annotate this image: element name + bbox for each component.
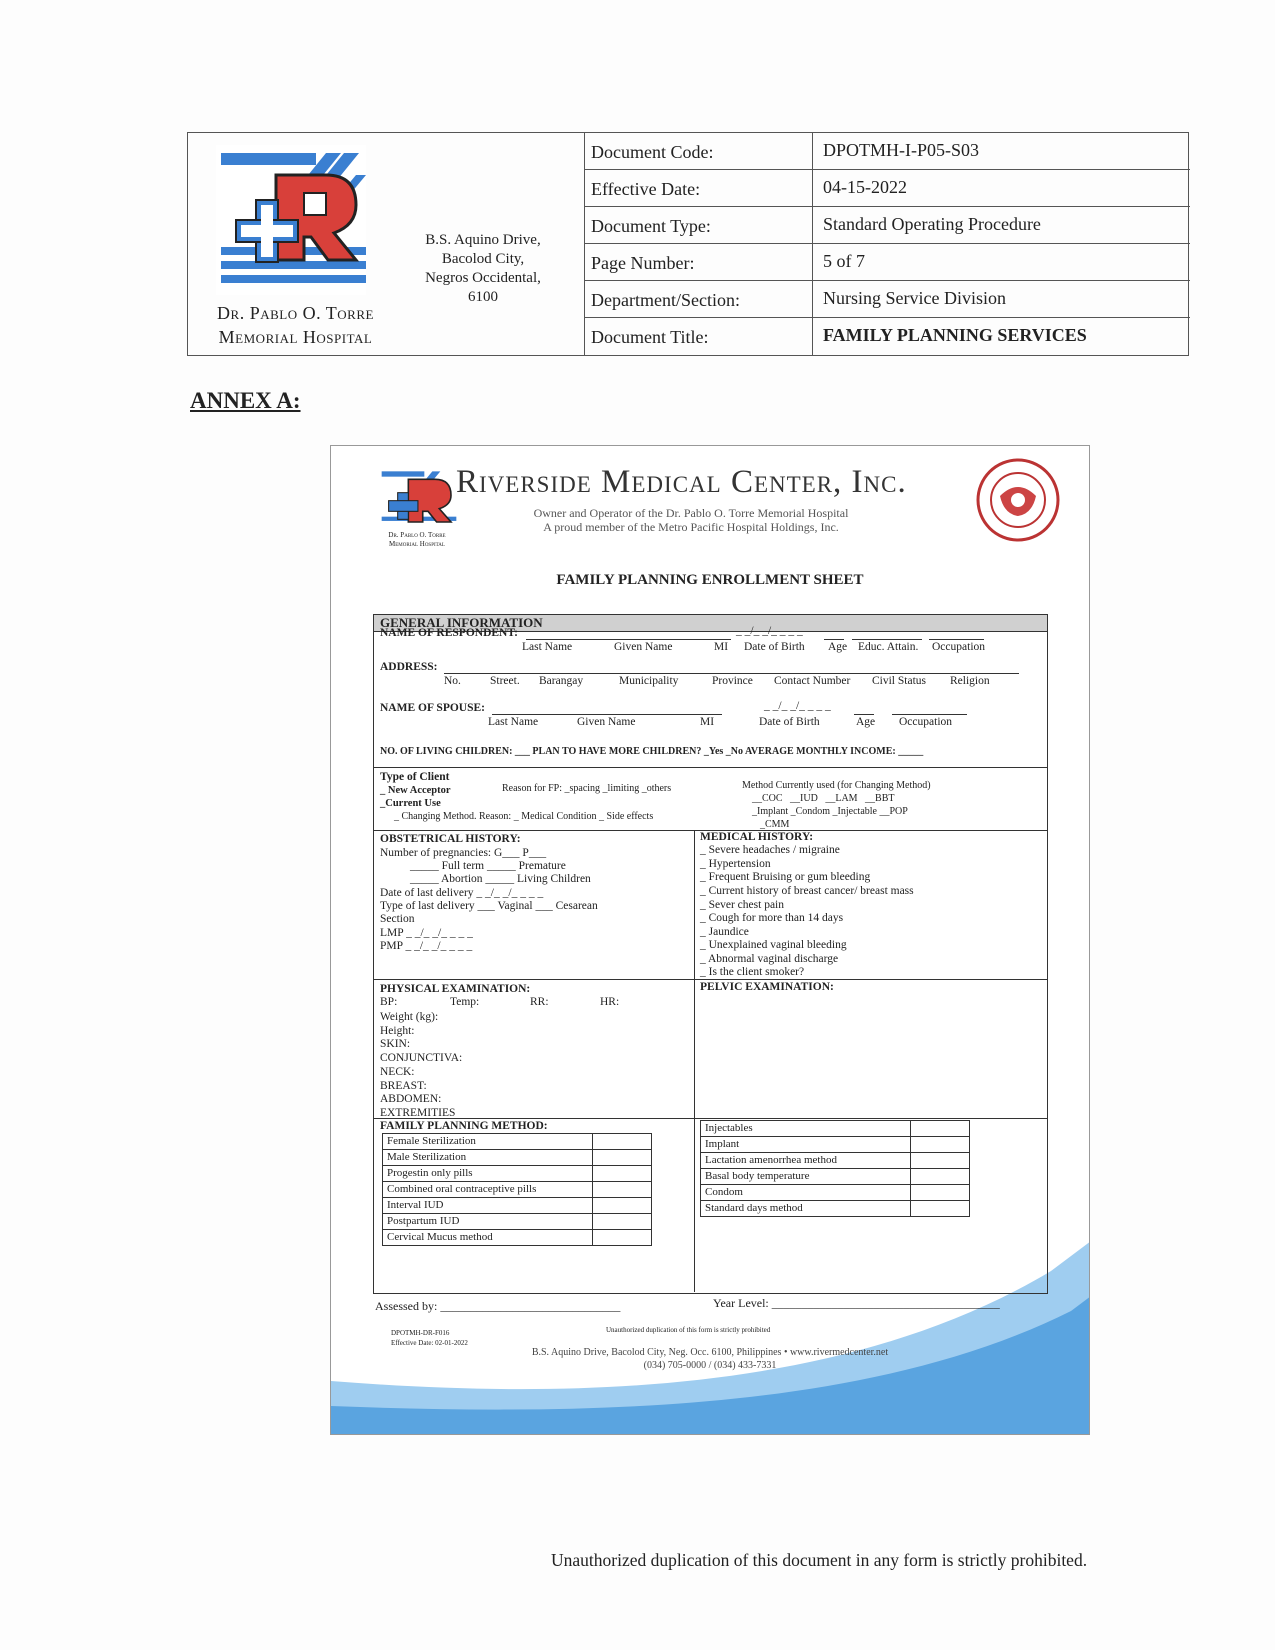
- obstetrical-line: _____ Abortion _____ Living Children: [410, 873, 591, 885]
- fp-method-label: Female Sterilization: [383, 1134, 593, 1150]
- medical-item: _ Abnormal vaginal discharge: [700, 953, 839, 965]
- method-current-row2: _Implant _Condom _Injectable __POP: [752, 806, 908, 817]
- address-religion-label: Religion: [950, 675, 990, 687]
- fp-method-label: Lactation amenorrhea method: [701, 1153, 911, 1169]
- fp-method-row: [383, 1150, 652, 1166]
- meta-label: Page Number:: [585, 244, 813, 280]
- physical-line: EXTREMITIES: [380, 1107, 456, 1119]
- client-current-user: _Current Use: [380, 798, 441, 809]
- fp-method-row: [383, 1214, 652, 1230]
- address-civil-status-label: Civil Status: [872, 675, 926, 687]
- medical-item: _ Cough for more than 14 days: [700, 912, 844, 924]
- meta-label: Department/Section:: [585, 281, 813, 317]
- meta-value: 04-15-2022: [823, 177, 907, 197]
- fp-method-checkbox[interactable]: [593, 1150, 652, 1166]
- meta-row-code: [585, 133, 1190, 170]
- fp-method-row: [383, 1182, 652, 1198]
- obstetrical-line: Type of last delivery ___ Vaginal ___ Cesarean: [380, 900, 598, 912]
- sheet-title: FAMILY PLANNING ENROLLMENT SHEET: [556, 572, 864, 588]
- method-current-row1: __COC __IUD __LAM __BBT: [752, 793, 895, 804]
- respondent-dob-label: Date of Birth: [744, 641, 805, 653]
- form-code: [391, 1328, 468, 1348]
- medical-item: _ Severe headaches / migraine: [700, 844, 840, 856]
- vital-hr-label: HR:: [600, 996, 620, 1008]
- address-no-label: No.: [444, 675, 461, 687]
- fp-method-row: [383, 1230, 652, 1246]
- spouse-dob-label: Date of Birth: [759, 716, 820, 728]
- reason-for-fp: Reason for FP: _spacing _limiting _others: [502, 783, 672, 794]
- address-municipality-label: Municipality: [619, 675, 679, 687]
- fp-method-label: Progestin only pills: [383, 1166, 593, 1182]
- form-unauthorized-note: Unauthorized duplication of this form is strictly prohibited: [606, 1326, 771, 1334]
- company-subtitle: [466, 506, 916, 534]
- address-contact-label: Contact Number: [774, 675, 851, 687]
- annex-title: ANNEX A:: [190, 388, 301, 413]
- fp-method-table-left: [382, 1133, 652, 1246]
- company-subtitle-line2: A proud member of the Metro Pacific Hospital Holdings, Inc.: [543, 520, 839, 534]
- form-footer-phone: (034) 705-0000 / (034) 433-7331: [643, 1360, 777, 1371]
- meta-row-type: [585, 207, 1190, 244]
- address-label: ADDRESS:: [380, 661, 438, 673]
- physical-line: Weight (kg):: [380, 1011, 439, 1023]
- spouse-label: NAME OF SPOUSE:: [380, 702, 485, 714]
- form-code-line2: Effective Date: 02-01-2022: [391, 1339, 468, 1347]
- address-street-label: Street.: [490, 675, 520, 687]
- fp-method-row: [383, 1198, 652, 1214]
- hospital-name-line1: Dr. Pablo O. Torre: [217, 303, 374, 323]
- address-barangay-label: Barangay: [539, 675, 584, 687]
- fp-method-label: Postpartum IUD: [383, 1214, 593, 1230]
- fp-method-checkbox[interactable]: [593, 1230, 652, 1246]
- obstetrical-line: Date of last delivery _ _/_ _/_ _ _ _: [380, 887, 544, 899]
- medical-item: _ Jaundice: [700, 926, 749, 938]
- medical-item: _ Unexplained vaginal bleeding: [700, 939, 847, 951]
- spouse-age-label: Age: [856, 716, 876, 728]
- meta-value: Standard Operating Procedure: [823, 214, 1041, 234]
- fp-method-checkbox[interactable]: [593, 1198, 652, 1214]
- medical-heading: MEDICAL HISTORY:: [700, 831, 814, 843]
- respondent-label: NAME OF RESPONDENT:: [380, 627, 518, 639]
- meta-label: Effective Date:: [585, 170, 813, 206]
- obstetrical-line: PMP _ _/_ _/_ _ _ _: [380, 940, 473, 952]
- respondent-age-label: Age: [828, 641, 848, 653]
- fp-method-label: Cervical Mucus method: [383, 1230, 593, 1246]
- enrollment-form-grid: [373, 614, 1048, 1294]
- general-info-heading: GENERAL INFORMATION: [374, 615, 1047, 632]
- meta-value: FAMILY PLANNING SERVICES: [823, 325, 1087, 345]
- client-type-label: Type of Client: [380, 771, 450, 783]
- method-current-heading: Method Currently used (for Changing Method): [742, 780, 931, 791]
- fp-method-label: Male Sterilization: [383, 1150, 593, 1166]
- form-logo-icon: [379, 468, 459, 528]
- respondent-educ-label: Educ. Attain.: [858, 641, 919, 653]
- fp-method-checkbox[interactable]: [593, 1134, 652, 1150]
- meta-row-department: [585, 281, 1190, 318]
- physical-line: NECK:: [380, 1066, 415, 1078]
- respondent-given-name-label: Given Name: [614, 641, 673, 653]
- physical-line: CONJUNCTIVA:: [380, 1052, 463, 1064]
- fp-method-table-right: [700, 1120, 970, 1217]
- spouse-given-name-label: Given Name: [577, 716, 636, 728]
- fp-method-label: Combined oral contraceptive pills: [383, 1182, 593, 1198]
- meta-label: Document Title:: [585, 318, 813, 355]
- fp-method-row: [701, 1121, 970, 1137]
- meta-label: Document Type:: [585, 207, 813, 243]
- meta-value: 5 of 7: [823, 251, 865, 271]
- fp-method-row: [701, 1137, 970, 1153]
- address-line: 6100: [468, 289, 498, 305]
- fp-method-checkbox[interactable]: [911, 1153, 970, 1169]
- form-footer-address: [331, 1346, 1089, 1372]
- fp-method-label: Standard days method: [701, 1201, 911, 1217]
- respondent-mi-label: MI: [714, 641, 729, 653]
- hospital-logo-icon: [216, 145, 366, 295]
- fp-method-row: [701, 1201, 970, 1217]
- meta-row-page: [585, 244, 1190, 281]
- fp-method-row: [383, 1134, 652, 1150]
- fp-method-row: [383, 1166, 652, 1182]
- fp-method-row: [701, 1169, 970, 1185]
- fp-method-checkbox[interactable]: [911, 1185, 970, 1201]
- fp-method-checkbox[interactable]: [911, 1121, 970, 1137]
- document-header: [187, 132, 1189, 356]
- spouse-occupation-label: Occupation: [899, 716, 953, 728]
- assessed-by-field[interactable]: Assessed by: ______________________________: [375, 1299, 621, 1313]
- obstetrical-heading: OBSTETRICAL HISTORY:: [380, 833, 521, 845]
- company-name: Riverside Medical Center, Inc.: [456, 464, 907, 500]
- fp-method-checkbox[interactable]: [911, 1201, 970, 1217]
- form-logo-caption-line2: Memorial Hospital: [389, 540, 445, 548]
- form-footer-address-line: B.S. Aquino Drive, Bacolod City, Neg. Occ. 6100, Philippines • www.rivermedcenter.net: [531, 1347, 889, 1358]
- document-meta-table: [584, 133, 1190, 355]
- department-seal-icon: [976, 458, 1060, 542]
- meta-row-title: [585, 318, 1190, 355]
- medical-item: _ Sever chest pain: [700, 899, 784, 911]
- client-changing-method: _ Changing Method. Reason: _ Medical Condition _ Side effects: [394, 811, 654, 822]
- obstetrical-line: _____ Full term _____ Premature: [410, 860, 566, 872]
- obstetrical-line: LMP _ _/_ _/_ _ _ _: [380, 927, 473, 939]
- fp-method-label: Interval IUD: [383, 1198, 593, 1214]
- fp-method-row: [701, 1153, 970, 1169]
- respondent-last-name-label: Last Name: [522, 641, 573, 653]
- fp-method-label: Implant: [701, 1137, 911, 1153]
- meta-value: Nursing Service Division: [823, 288, 1006, 308]
- year-level-field[interactable]: Year Level: ______________________________________: [713, 1296, 1000, 1310]
- address-line: Bacolod City,: [441, 251, 525, 267]
- vital-rr-label: RR:: [530, 996, 549, 1008]
- medical-item: _ Is the client smoker?: [700, 966, 805, 978]
- fp-method-row: [701, 1185, 970, 1201]
- vital-temp-label: Temp:: [450, 996, 480, 1008]
- page-disclaimer: Unauthorized duplication of this document in any form is strictly prohibited.: [551, 1550, 1088, 1570]
- medical-item: _ Frequent Bruising or gum bleeding: [700, 871, 871, 883]
- spouse-last-name-label: Last Name: [488, 716, 539, 728]
- fp-method-checkbox[interactable]: [911, 1169, 970, 1185]
- form-logo-caption: [367, 531, 467, 549]
- pelvic-heading: PELVIC EXAMINATION:: [700, 981, 834, 993]
- vital-bp-label: BP:: [380, 996, 398, 1008]
- hospital-name-line2: Memorial Hospital: [218, 327, 373, 347]
- spouse-dob-blank: _ _/_ _/_ _ _ _: [764, 700, 831, 712]
- fp-method-label: Basal body temperature: [701, 1169, 911, 1185]
- meta-value: DPOTMH-I-P05-S03: [823, 140, 980, 160]
- physical-line: SKIN:: [380, 1038, 411, 1050]
- fp-method-checkbox[interactable]: [593, 1182, 652, 1198]
- company-subtitle-line1: Owner and Operator of the Dr. Pablo O. Torre Memorial Hospital: [533, 506, 849, 520]
- hospital-logo-cell: [188, 133, 588, 355]
- obstetrical-line: Number of pregnancies: G___ P___: [380, 847, 547, 859]
- obstetrical-line: Section: [380, 913, 415, 925]
- address-line: B.S. Aquino Drive,: [425, 232, 541, 248]
- meta-label: Document Code:: [585, 133, 813, 169]
- fp-method-checkbox[interactable]: [911, 1137, 970, 1153]
- address-province-label: Province: [712, 675, 753, 687]
- physical-line: Height:: [380, 1025, 415, 1037]
- hospital-name: [198, 301, 393, 349]
- physical-heading: PHYSICAL EXAMINATION:: [380, 983, 531, 995]
- respondent-occupation-label: Occupation: [932, 641, 986, 653]
- medical-item: _ Hypertension: [700, 858, 771, 870]
- meta-row-date: [585, 170, 1190, 207]
- medical-item: _ Current history of breast cancer/ breast mass: [700, 885, 914, 897]
- respondent-dob-blank: _ _/_ _/_ _ _ _: [736, 625, 803, 637]
- method-current-row3: _CMM: [760, 819, 790, 830]
- form-code-line1: DPOTMH-DR-F016: [391, 1329, 450, 1337]
- enrollment-form-image: [330, 445, 1090, 1435]
- physical-line: BREAST:: [380, 1080, 427, 1092]
- fp-method-checkbox[interactable]: [593, 1166, 652, 1182]
- physical-line: ABDOMEN:: [380, 1093, 442, 1105]
- fp-method-label: Injectables: [701, 1121, 911, 1137]
- hospital-address: [413, 231, 553, 307]
- children-income-line: NO. OF LIVING CHILDREN: ___ PLAN TO HAVE MORE CHILDREN? _Yes _No AVERAGE MONTHLY INCOME: _____: [380, 746, 924, 757]
- fp-method-heading: FAMILY PLANNING METHOD:: [380, 1120, 548, 1132]
- client-new-acceptor: _ New Acceptor: [380, 785, 451, 796]
- fp-method-checkbox[interactable]: [593, 1214, 652, 1230]
- fp-method-label: Condom: [701, 1185, 911, 1201]
- spouse-mi-label: MI: [700, 716, 715, 728]
- form-logo-caption-line1: Dr. Pablo O. Torre: [388, 531, 446, 539]
- address-line: Negros Occidental,: [425, 270, 541, 286]
